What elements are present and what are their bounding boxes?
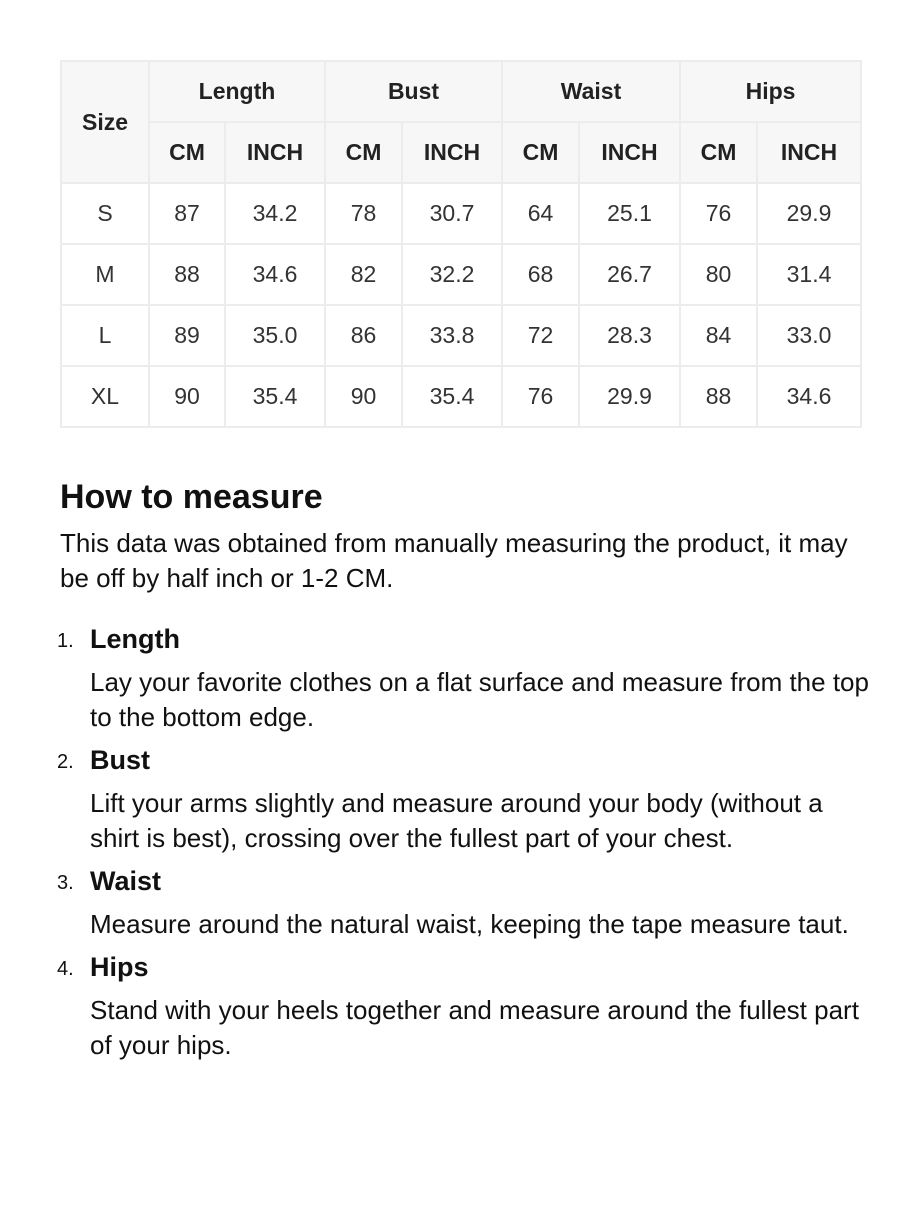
hips-cm-cell: 88 <box>680 366 757 427</box>
hips-inch-cell: 29.9 <box>757 183 861 244</box>
hips-inch-cell: 31.4 <box>757 244 861 305</box>
table-row <box>61 244 861 305</box>
step-title: Bust <box>90 745 150 775</box>
table-row <box>61 305 861 366</box>
step-number: 2. <box>57 751 74 773</box>
bust-inch-cell: 32.2 <box>402 244 502 305</box>
waist-cm-cell: 68 <box>502 244 579 305</box>
size-cell: L <box>61 305 149 366</box>
step-title: Waist <box>90 866 162 896</box>
waist-inch-header: INCH <box>579 122 680 183</box>
waist-inch-cell: 28.3 <box>579 305 680 366</box>
step-number: 3. <box>57 872 74 894</box>
waist-inch-cell: 26.7 <box>579 244 680 305</box>
bust-inch-header: INCH <box>402 122 502 183</box>
length-cm-cell: 90 <box>149 366 225 427</box>
size-column-header: Size <box>61 61 149 183</box>
how-to-measure-section <box>57 474 870 1071</box>
step-description: Lift your arms slightly and measure around your body (without a shirt is best), crossing over the fullest part of your chest. <box>90 788 823 853</box>
measure-step-hips <box>57 950 870 1063</box>
length-inch-cell: 34.6 <box>225 244 325 305</box>
how-to-measure-heading: How to measure <box>60 478 323 516</box>
hips-cm-header: CM <box>680 122 757 183</box>
bust-inch-cell: 30.7 <box>402 183 502 244</box>
bust-group-header: Bust <box>325 61 502 122</box>
hips-inch-header: INCH <box>757 122 861 183</box>
table-header-row-groups <box>61 61 861 122</box>
size-cell: M <box>61 244 149 305</box>
length-cm-cell: 87 <box>149 183 225 244</box>
step-title: Hips <box>90 952 149 982</box>
length-cm-header: CM <box>149 122 225 183</box>
length-cm-cell: 89 <box>149 305 225 366</box>
table-row <box>61 366 861 427</box>
bust-cm-cell: 86 <box>325 305 402 366</box>
table-header-row-units <box>61 122 861 183</box>
measure-steps-list <box>57 622 870 1063</box>
bust-cm-header: CM <box>325 122 402 183</box>
waist-group-header: Waist <box>502 61 680 122</box>
size-cell: XL <box>61 366 149 427</box>
size-cell: S <box>61 183 149 244</box>
table-row <box>61 183 861 244</box>
step-number: 4. <box>57 958 74 980</box>
waist-cm-cell: 76 <box>502 366 579 427</box>
hips-inch-cell: 34.6 <box>757 366 861 427</box>
measure-step-length <box>57 622 870 735</box>
hips-cm-cell: 80 <box>680 244 757 305</box>
waist-inch-cell: 29.9 <box>579 366 680 427</box>
hips-cm-cell: 76 <box>680 183 757 244</box>
hips-inch-cell: 33.0 <box>757 305 861 366</box>
length-group-header: Length <box>149 61 325 122</box>
how-to-measure-intro: This data was obtained from manually measuring the product, it may be off by half inch or 1-2 CM. <box>60 528 848 593</box>
length-inch-cell: 34.2 <box>225 183 325 244</box>
step-number: 1. <box>57 630 74 652</box>
step-description: Measure around the natural waist, keeping the tape measure taut. <box>90 909 849 939</box>
waist-cm-cell: 64 <box>502 183 579 244</box>
length-inch-header: INCH <box>225 122 325 183</box>
step-description: Stand with your heels together and measure around the fullest part of your hips. <box>90 995 859 1060</box>
hips-group-header: Hips <box>680 61 861 122</box>
size-chart-table <box>60 60 862 428</box>
bust-cm-cell: 78 <box>325 183 402 244</box>
length-cm-cell: 88 <box>149 244 225 305</box>
length-inch-cell: 35.0 <box>225 305 325 366</box>
waist-inch-cell: 25.1 <box>579 183 680 244</box>
measure-step-waist <box>57 864 870 942</box>
bust-cm-cell: 90 <box>325 366 402 427</box>
length-inch-cell: 35.4 <box>225 366 325 427</box>
bust-inch-cell: 35.4 <box>402 366 502 427</box>
step-title: Length <box>90 624 180 654</box>
bust-inch-cell: 33.8 <box>402 305 502 366</box>
step-description: Lay your favorite clothes on a flat surface and measure from the top to the bottom edge. <box>90 667 869 732</box>
waist-cm-header: CM <box>502 122 579 183</box>
hips-cm-cell: 84 <box>680 305 757 366</box>
bust-cm-cell: 82 <box>325 244 402 305</box>
measure-step-bust <box>57 743 870 856</box>
waist-cm-cell: 72 <box>502 305 579 366</box>
